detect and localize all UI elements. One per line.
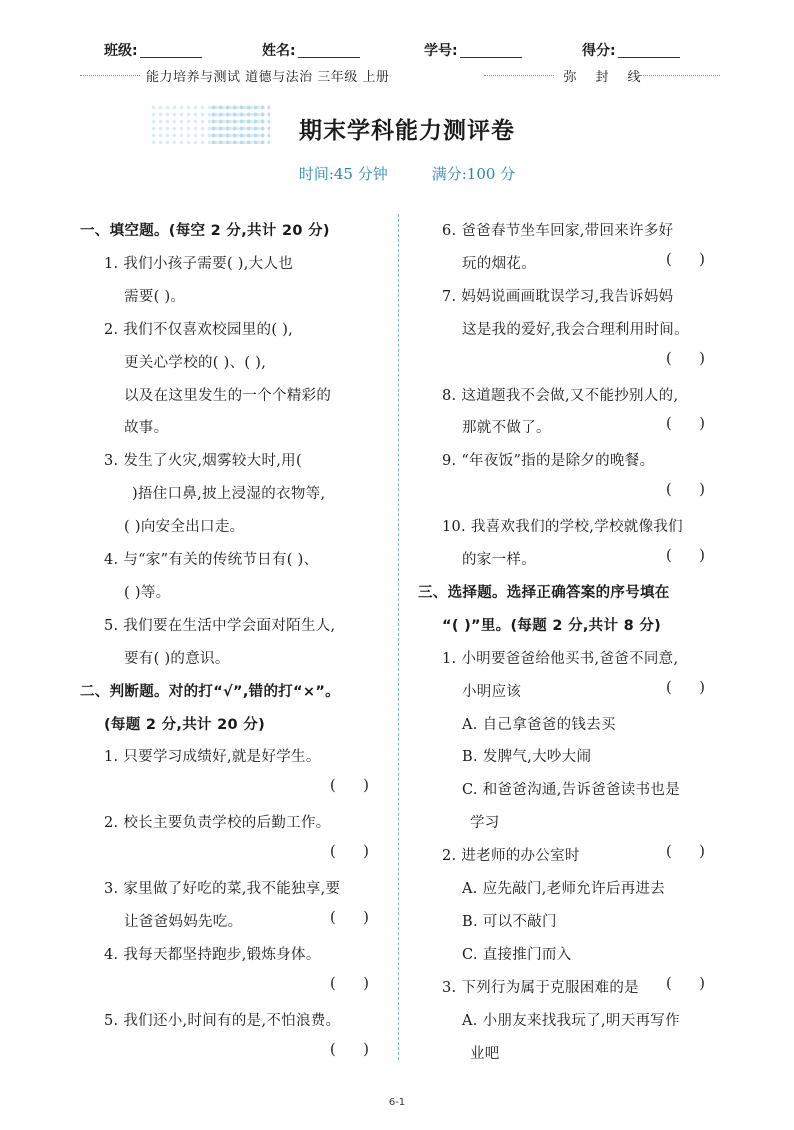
question-line: )捂住口鼻,披上浸湿的衣物等, (132, 486, 326, 503)
seal-char: 线 (627, 70, 641, 85)
time-info (0, 163, 794, 184)
time-limit: 时间:45 分钟 (298, 165, 388, 183)
class-label: 班级: (104, 43, 138, 59)
question-line: 的家一样。 (462, 552, 536, 568)
question-line: ( )等。 (124, 584, 171, 601)
question-line: 1. 只要学习成绩好,就是好学生。 (104, 749, 321, 766)
section-heading: “( )”里。(每题 2 分,共计 8 分) (442, 617, 662, 634)
question-line: 更关心学校的( )、( ), (124, 354, 267, 371)
score-field[interactable] (582, 40, 680, 60)
answer-parentheses[interactable]: ( ) (330, 1041, 369, 1058)
question-line: 那就不做了。 (462, 420, 551, 437)
question-line: 9. “年夜饭”指的是除夕的晚餐。 (442, 453, 655, 470)
answer-parentheses[interactable]: ( ) (330, 778, 369, 795)
section-heading: 一、填空题。(每空 2 分,共计 20 分) (80, 223, 330, 239)
seal-dotted-line-mid (484, 75, 554, 76)
answer-parentheses[interactable]: ( ) (666, 251, 705, 268)
question-line: 让爸爸妈妈先吃。 (124, 913, 243, 930)
answer-parentheses[interactable]: ( ) (330, 909, 369, 926)
question-line: 小明应该 (462, 683, 522, 700)
score-blank[interactable] (618, 43, 680, 58)
seal-char: 封 (595, 70, 609, 85)
answer-parentheses[interactable]: ( ) (330, 844, 369, 861)
book-info: 能力培养与测试 道德与法治 三年级 上册 (146, 70, 390, 85)
question-line: 8. 这道题我不会做,又不能抄别人的, (442, 387, 679, 404)
question-line: 3. 家里做了好吃的菜,我不能独享,要 (104, 881, 341, 897)
answer-parentheses[interactable]: ( ) (666, 416, 705, 433)
section-heading: 三、选择题。选择正确答案的序号填在 (418, 584, 670, 601)
question-line: 10. 我喜欢我们的学校,学校就像我们 (442, 519, 683, 536)
seal-char: 弥 (563, 70, 577, 85)
question-line: 1. 小明要爸爸给他买书,爸爸不同意, (442, 650, 679, 667)
question-line: 3. 发生了火灾,烟雾较大时,用( (104, 453, 302, 470)
question-line: 玩的烟花。 (462, 255, 536, 272)
answer-parentheses[interactable]: ( ) (666, 844, 705, 861)
question-line: 学习 (470, 815, 500, 832)
question-line: 以及在这里发生的一个个精彩的 (124, 387, 332, 404)
question-line: 2. 进老师的办公室时 (442, 848, 580, 865)
name-label: 姓名: (262, 43, 296, 59)
question-line: 3. 下列行为属于克服困难的是 (442, 979, 639, 996)
page-number: 6-1 (388, 1097, 406, 1108)
question-line: 这是我的爱好,我会合理利用时间。 (462, 321, 689, 338)
question-line: A. 自己拿爸爸的钱去买 (462, 716, 616, 733)
full-score: 满分:100 分 (431, 165, 516, 183)
question-line: 5. 我们还小,时间有的是,不怕浪费。 (104, 1012, 341, 1029)
question-line: 故事。 (124, 420, 169, 437)
question-line: A. 小朋友来找我玩了,明天再写作 (462, 1012, 680, 1029)
seal-dotted-line-right (640, 75, 720, 76)
answer-parentheses[interactable]: ( ) (666, 350, 705, 367)
seal-text (558, 66, 646, 85)
question-line: B. 发脾气,大吵大闹 (462, 749, 592, 766)
question-line: 业吧 (470, 1045, 500, 1062)
student-id-label: 学号: (424, 43, 458, 59)
question-line: 要有( )的意识。 (124, 650, 230, 667)
question-line: A. 应先敲门,老师允许后再进去 (462, 881, 666, 897)
section-heading: 二、判断题。对的打“√”,错的打“×”。 (80, 683, 340, 700)
question-line: 2. 我们不仅喜欢校园里的( ), (104, 321, 294, 338)
seal-dotted-line-left (80, 75, 140, 76)
question-line: 7. 妈妈说画画耽误学习,我告诉妈妈 (442, 288, 674, 305)
class-blank[interactable] (140, 43, 202, 58)
answer-parentheses[interactable]: ( ) (666, 975, 705, 992)
answer-parentheses[interactable]: ( ) (330, 975, 369, 992)
question-line: 2. 校长主要负责学校的后勤工作。 (104, 815, 331, 832)
question-line: 4. 我每天都坚持跑步,锻炼身体。 (104, 946, 321, 963)
page-title: 期末学科能力测评卷 (299, 117, 515, 144)
class-field[interactable] (104, 40, 202, 60)
student-id-field[interactable] (424, 40, 522, 60)
question-line: B. 可以不敲门 (462, 913, 557, 930)
section-heading: (每题 2 分,共计 20 分) (104, 716, 266, 733)
question-line: C. 直接推门而入 (462, 946, 572, 963)
answer-parentheses[interactable]: ( ) (666, 548, 705, 564)
question-line: 需要( )。 (124, 288, 186, 305)
name-field[interactable] (262, 40, 360, 60)
student-id-blank[interactable] (460, 43, 522, 58)
answer-parentheses[interactable]: ( ) (666, 482, 705, 499)
question-line: ( )向安全出口走。 (124, 519, 245, 536)
question-line: 5. 我们要在生活中学会面对陌生人, (104, 617, 336, 634)
question-line: 6. 爸爸春节坐车回家,带回来许多好 (442, 223, 674, 239)
answer-parentheses[interactable]: ( ) (666, 679, 705, 696)
question-line: C. 和爸爸沟通,告诉爸爸读书也是 (462, 782, 681, 799)
question-line: 1. 我们小孩子需要( ),大人也 (104, 255, 294, 272)
question-line: 4. 与“家”有关的传统节日有( )、 (104, 552, 319, 568)
name-blank[interactable] (298, 43, 360, 58)
column-divider (398, 214, 399, 1060)
score-label: 得分: (582, 43, 616, 59)
